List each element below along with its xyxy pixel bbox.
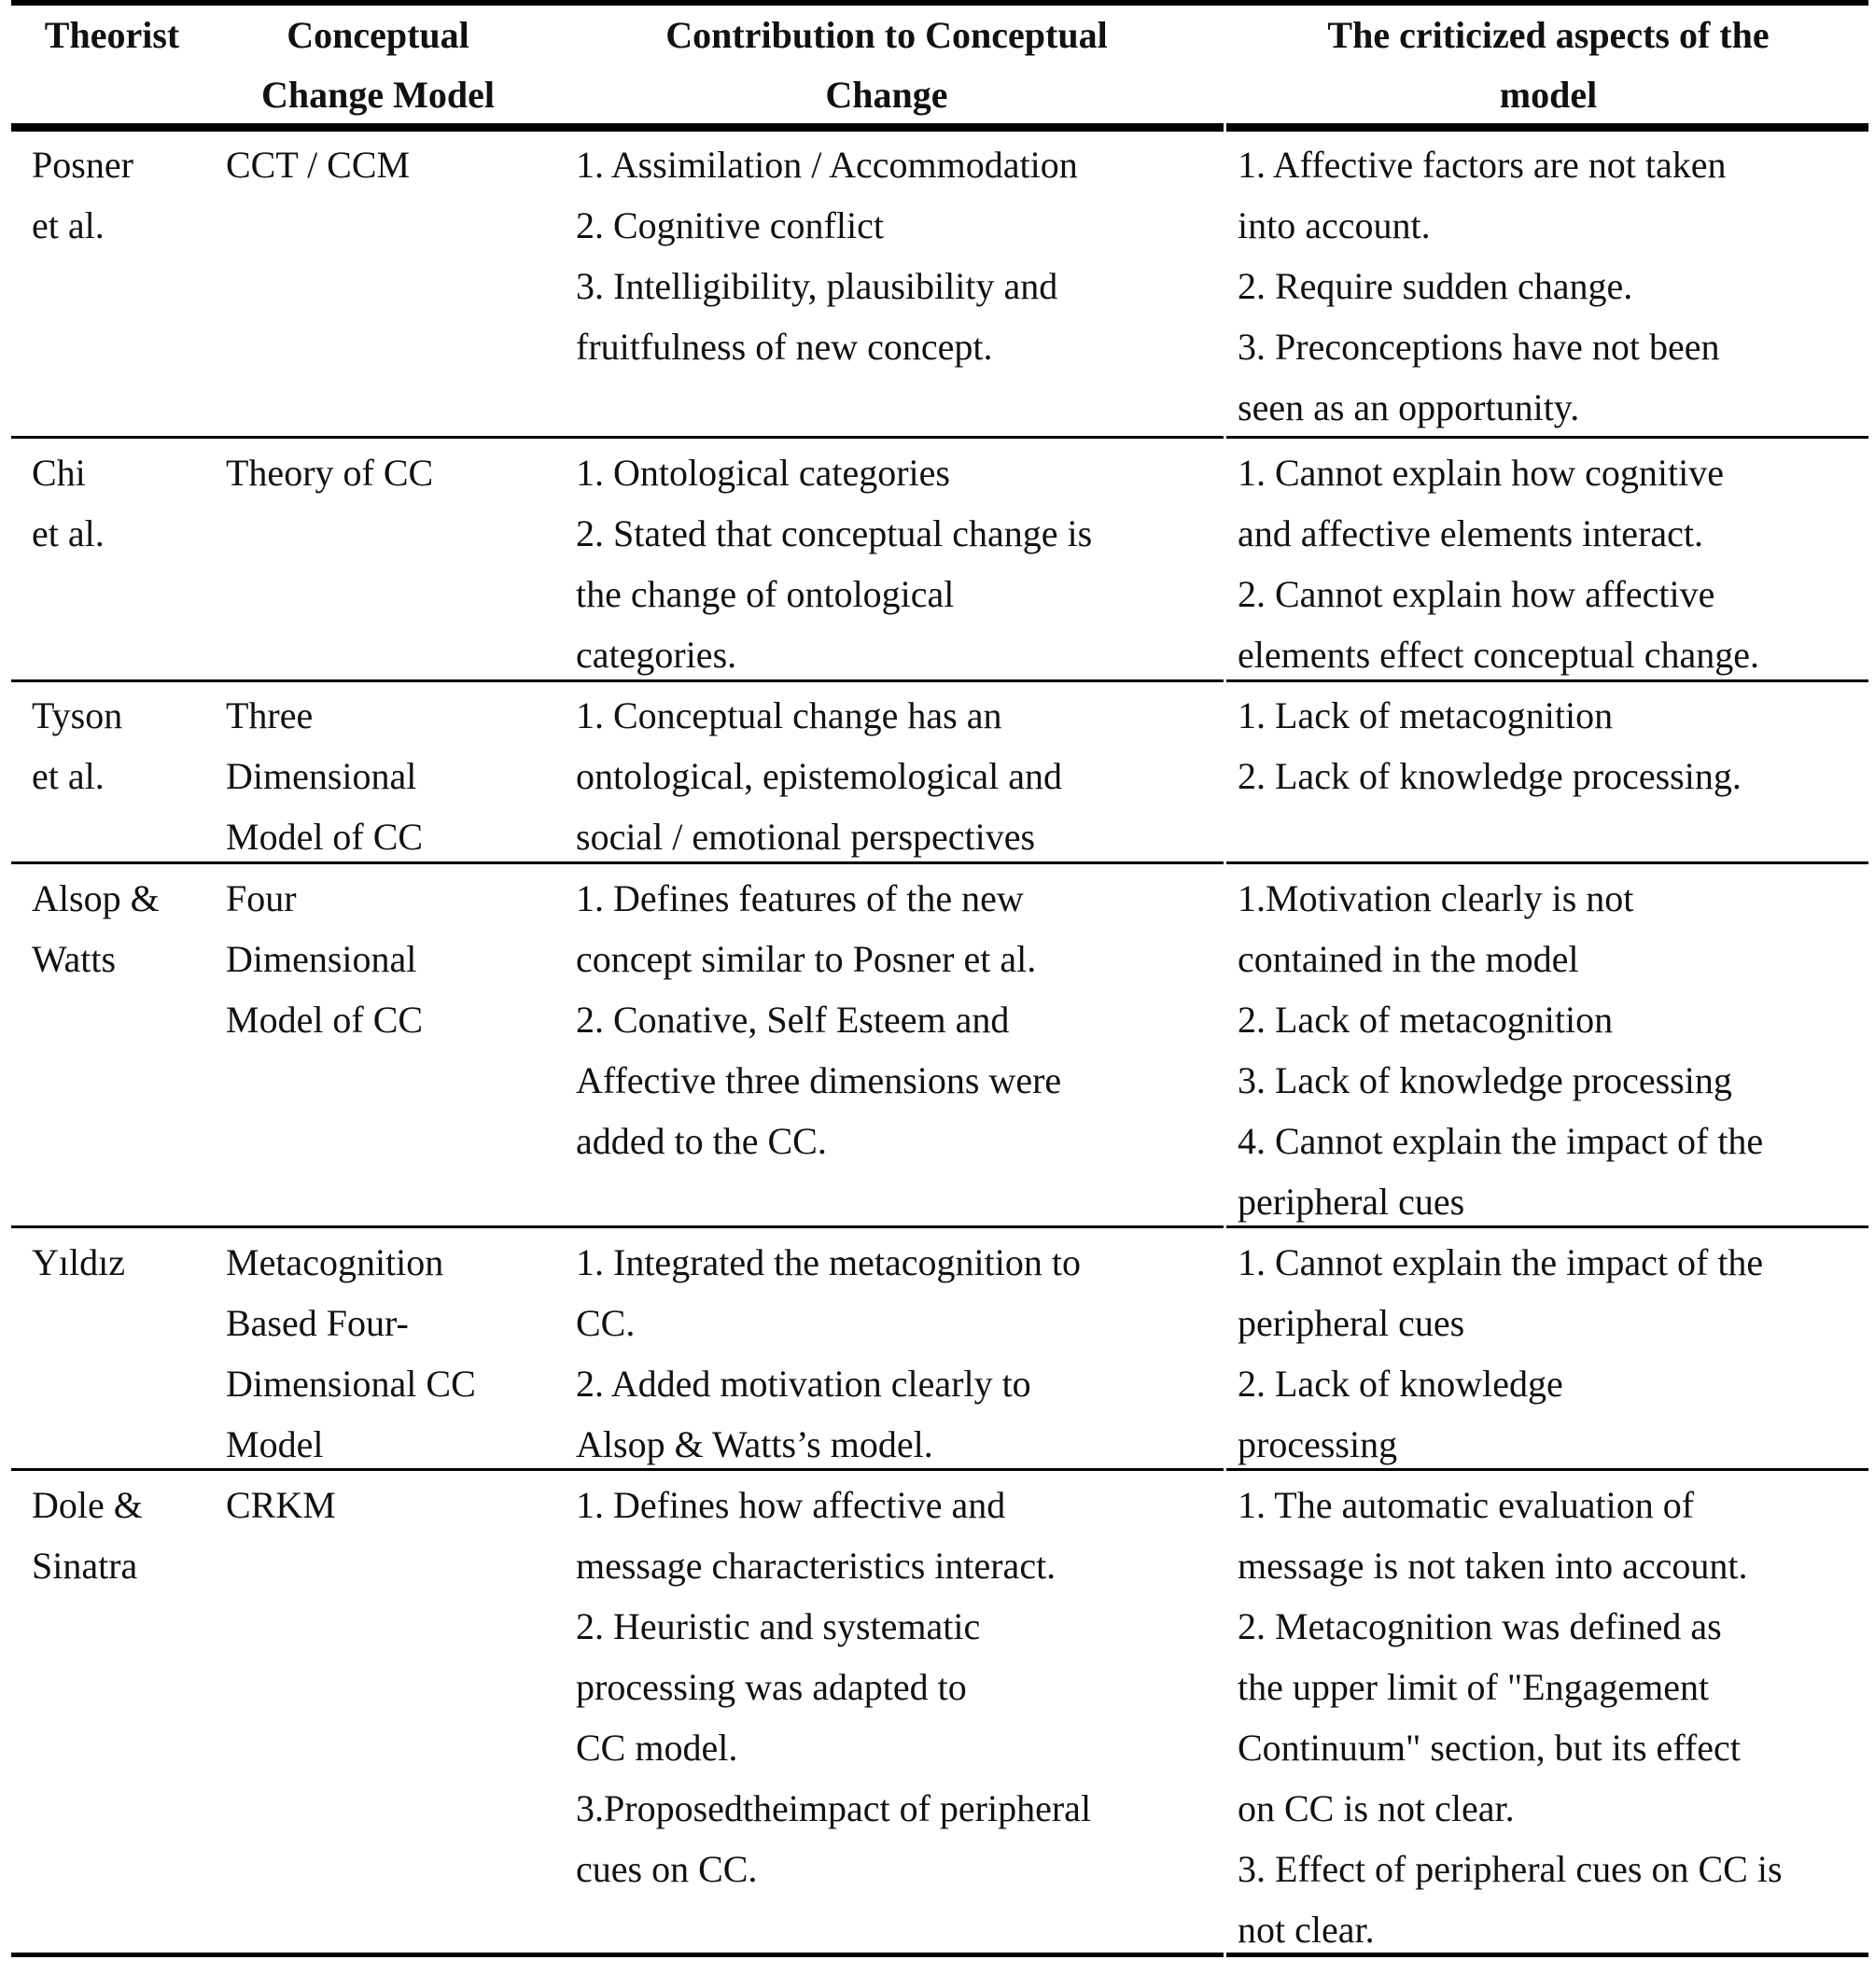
cell-theorist-line: Tyson: [32, 694, 123, 736]
cell-contribution-line: 3. Intelligibility, plausibility and: [576, 265, 1058, 307]
cell-criticism-line: and affective elements interact.: [1238, 512, 1704, 554]
row-rule-left: [11, 1953, 1224, 1957]
cell-theorist-line: Sinatra: [32, 1545, 138, 1587]
row-rule-left: [11, 436, 1224, 439]
cell-contribution-line: 2. Conative, Self Esteem and: [576, 999, 1010, 1041]
header-model-line-1: Conceptual: [287, 14, 469, 56]
cell-criticism: [1238, 868, 1763, 1232]
header-criticized-line-1: The criticized aspects of the: [1327, 14, 1770, 56]
cell-criticism-line: peripheral cues: [1238, 1181, 1465, 1223]
cell-criticism: [1238, 134, 1726, 438]
row-rule-right: [1226, 1953, 1868, 1957]
cell-theorist-line: Alsop &: [32, 877, 160, 919]
cell-contribution-line: added to the CC.: [576, 1120, 827, 1162]
cell-theorist-line: Chi: [32, 452, 86, 494]
cell-contribution-line: the change of ontological: [576, 573, 955, 615]
row-rule-left: [11, 1225, 1224, 1228]
cell-criticism-line: 3. Preconceptions have not been: [1238, 326, 1720, 368]
cell-theorist: [32, 1475, 143, 1596]
cell-criticism-line: 2. Cannot explain how affective: [1238, 573, 1715, 615]
row-rule-left: [11, 1468, 1224, 1471]
cell-model-line: Based Four-: [226, 1302, 409, 1344]
header-criticized-aspects: [1228, 6, 1868, 123]
cell-contribution-line: 1. Conceptual change has an: [576, 694, 1002, 736]
cell-criticism-line: on CC is not clear.: [1238, 1787, 1515, 1829]
cell-theorist: [32, 685, 122, 806]
cell-criticism: [1238, 1232, 1763, 1475]
cell-contribution-line: Affective three dimensions were: [576, 1059, 1062, 1101]
cell-model-line: Metacognition: [226, 1241, 444, 1283]
cell-model: [226, 868, 423, 1050]
header-contribution-line-2: Change: [825, 74, 948, 116]
cell-criticism-line: 1. Affective factors are not taken: [1238, 144, 1727, 186]
cell-contribution-line: 2. Stated that conceptual change is: [576, 512, 1093, 554]
cell-theorist-line: Watts: [32, 938, 117, 980]
cell-theorist: [32, 868, 160, 989]
cell-model: [226, 1232, 476, 1475]
row-rule-right: [1226, 1225, 1868, 1228]
cell-theorist-line: et al.: [32, 755, 105, 797]
header-rule-right: [1226, 123, 1868, 132]
cell-criticism-line: 2. Metacognition was defined as: [1238, 1605, 1722, 1647]
header-model-line-2: Change Model: [261, 74, 495, 116]
cell-contribution-line: 1. Ontological categories: [576, 452, 950, 494]
row-rule-left: [11, 679, 1224, 682]
cell-contribution-line: 3.Proposedtheimpact of peripheral: [576, 1787, 1092, 1829]
cell-contribution-line: 2. Cognitive conflict: [576, 204, 884, 246]
cell-criticism-line: 1. Cannot explain the impact of the: [1238, 1241, 1764, 1283]
cell-theorist: [32, 134, 133, 256]
cell-criticism-line: not clear.: [1238, 1909, 1375, 1951]
cell-model-line: Dimensional: [226, 938, 417, 980]
cell-criticism-line: Continuum" section, but its effect: [1238, 1727, 1741, 1769]
cell-criticism-line: 3. Effect of peripheral cues on CC is: [1238, 1848, 1783, 1890]
cell-theorist-line: et al.: [32, 512, 105, 554]
cell-model-line: Three: [226, 694, 314, 736]
cell-contribution-line: CC model.: [576, 1727, 738, 1769]
cell-contribution: [576, 868, 1061, 1171]
cell-contribution: [576, 1232, 1081, 1475]
cell-model-line: Four: [226, 877, 297, 919]
header-rule-left: [11, 123, 1224, 132]
cell-criticism-line: 1. The automatic evaluation of: [1238, 1484, 1695, 1526]
header-criticized-line-2: model: [1499, 74, 1598, 116]
cell-model: [226, 134, 410, 195]
cell-contribution-line: 2. Added motivation clearly to: [576, 1363, 1031, 1405]
row-rule-right: [1226, 679, 1868, 682]
row-rule-left: [11, 861, 1224, 864]
cell-model-line: Theory of CC: [226, 452, 434, 494]
cell-contribution: [576, 685, 1062, 867]
cell-criticism: [1238, 1475, 1783, 1960]
header-theorist: [19, 6, 205, 123]
cell-model: [226, 442, 433, 503]
row-rule-right: [1226, 861, 1868, 864]
header-theorist-line: Theorist: [44, 14, 180, 56]
cell-criticism: [1238, 685, 1742, 806]
cell-contribution-line: CC.: [576, 1302, 636, 1344]
cell-contribution-line: message characteristics interact.: [576, 1545, 1056, 1587]
row-rule-right: [1226, 436, 1868, 439]
cell-criticism-line: 2. Lack of knowledge: [1238, 1363, 1563, 1405]
cell-contribution-line: concept similar to Posner et al.: [576, 938, 1037, 980]
cell-criticism: [1238, 442, 1759, 685]
cell-theorist: [32, 1232, 125, 1293]
header-contribution-line-1: Contribution to Conceptual: [665, 14, 1108, 56]
cell-criticism-line: contained in the model: [1238, 938, 1579, 980]
cell-criticism-line: elements effect conceptual change.: [1238, 634, 1759, 676]
row-rule-right: [1226, 1468, 1868, 1471]
cell-contribution-line: 1. Defines features of the new: [576, 877, 1024, 919]
cell-criticism-line: 2. Require sudden change.: [1238, 265, 1633, 307]
cell-theorist-line: Dole &: [32, 1484, 143, 1526]
cell-contribution-line: social / emotional perspectives: [576, 816, 1036, 858]
cell-criticism-line: the upper limit of "Engagement: [1238, 1666, 1710, 1708]
cell-model-line: CRKM: [226, 1484, 336, 1526]
cell-criticism-line: 1. Cannot explain how cognitive: [1238, 452, 1725, 494]
cell-contribution-line: processing was adapted to: [576, 1666, 967, 1708]
cell-contribution-line: 1. Assimilation / Accommodation: [576, 144, 1078, 186]
cell-contribution-line: 2. Heuristic and systematic: [576, 1605, 981, 1647]
cell-criticism-line: 2. Lack of knowledge processing.: [1238, 755, 1742, 797]
cell-model: [226, 685, 423, 867]
cell-contribution: [576, 1475, 1091, 1899]
cell-model: [226, 1475, 336, 1535]
cell-contribution-line: ontological, epistemological and: [576, 755, 1062, 797]
cell-criticism-line: 2. Lack of metacognition: [1238, 999, 1614, 1041]
cell-contribution-line: 1. Integrated the metacognition to: [576, 1241, 1081, 1283]
cell-criticism-line: 4. Cannot explain the impact of the: [1238, 1120, 1764, 1162]
cell-model-line: Model: [226, 1423, 324, 1465]
cell-criticism-line: 3. Lack of knowledge processing: [1238, 1059, 1732, 1101]
cell-contribution: [576, 442, 1092, 685]
cell-contribution-line: 1. Defines how affective and: [576, 1484, 1006, 1526]
cell-model-line: Dimensional: [226, 755, 417, 797]
cell-contribution-line: fruitfulness of new concept.: [576, 326, 993, 368]
cell-criticism-line: peripheral cues: [1238, 1302, 1465, 1344]
cell-model-line: Dimensional CC: [226, 1363, 476, 1405]
cell-criticism-line: 1. Lack of metacognition: [1238, 694, 1614, 736]
cell-contribution-line: Alsop & Watts’s model.: [576, 1423, 933, 1465]
cell-model-line: Model of CC: [226, 999, 424, 1041]
cell-model-line: CCT / CCM: [226, 144, 411, 186]
cell-theorist-line: et al.: [32, 204, 105, 246]
cell-contribution-line: categories.: [576, 634, 737, 676]
cell-theorist-line: Yıldız: [32, 1241, 125, 1283]
cell-theorist: [32, 442, 105, 564]
header-contribution: [560, 6, 1213, 123]
cell-model-line: Model of CC: [226, 816, 424, 858]
cell-criticism-line: seen as an opportunity.: [1238, 386, 1580, 428]
header-conceptual-change-model: [215, 6, 541, 123]
cell-criticism-line: processing: [1238, 1423, 1398, 1465]
cell-criticism-line: into account.: [1238, 204, 1431, 246]
cell-criticism-line: message is not taken into account.: [1238, 1545, 1748, 1587]
cell-contribution-line: cues on CC.: [576, 1848, 758, 1890]
cell-theorist-line: Posner: [32, 144, 133, 186]
cell-contribution: [576, 134, 1078, 377]
cell-criticism-line: 1.Motivation clearly is not: [1238, 877, 1634, 919]
